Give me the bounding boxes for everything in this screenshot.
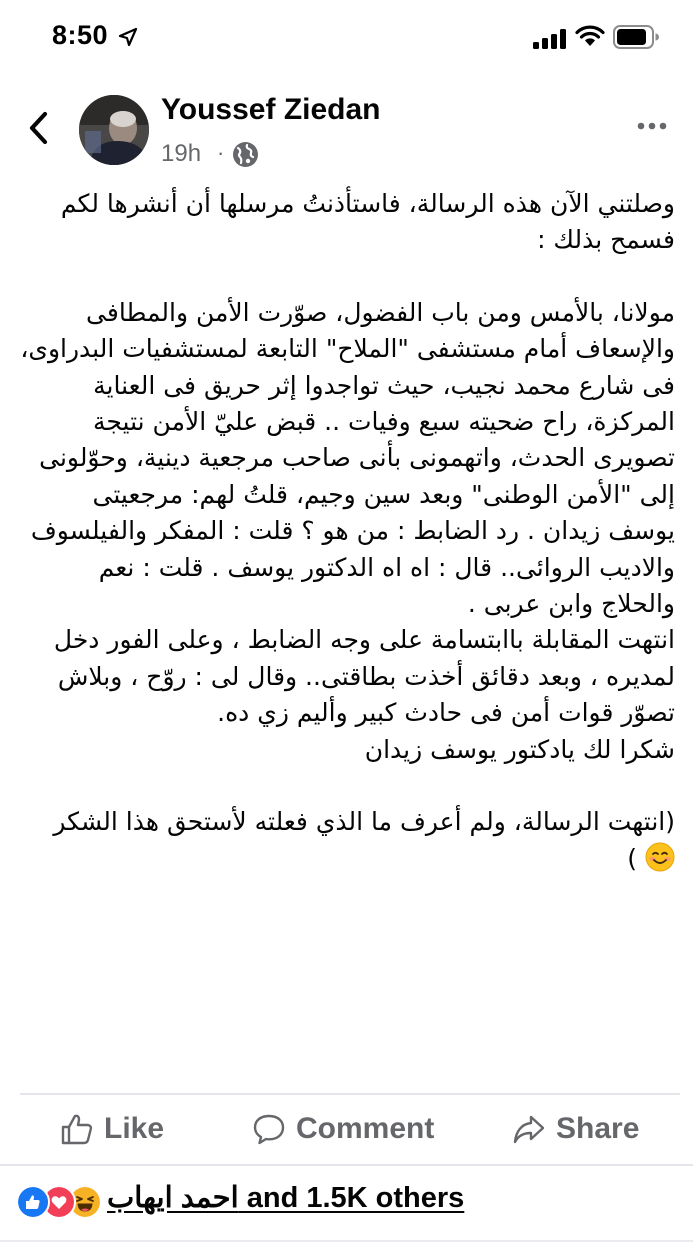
actions-divider-top xyxy=(20,1093,680,1095)
speech-bubble-icon xyxy=(252,1112,286,1146)
paragraph-gap xyxy=(20,259,675,295)
author-name[interactable]: Youssef Ziedan xyxy=(161,93,381,126)
avatar[interactable] xyxy=(79,95,149,165)
time-separator: · xyxy=(217,140,225,165)
like-button[interactable] xyxy=(60,1107,164,1151)
post-paragraph: مولانا، بالأمس ومن باب الفضول، صوّرت الأمن والمطافى والإسعاف أمام مستشفى "الملاح" التابعة لمستشفيات البدراوى، فى شارع محمد نجيب، حيث تواجدوا إثر حريق فى العناية المركزة، راح ضحيته سبع وفيات .. قبض عليّ الأمن نتيجة تصويرى الحدث، واتهمونى بأنى صاحب مرجعية دينية، وحوّلونى إلى "الأمن الوطنى" وبعد سين وجيم، قلتُ لهم: مرجعيتى يوسف زيدان . رد الضابط : من هو ؟ قلت : المفكر والفيلسوف والاديب الروائى.. قال : اه اه الدكتور يوسف . قلت : نعم والحلاج وابن عربى . xyxy=(20,297,675,619)
globe-icon xyxy=(232,141,259,168)
reactors-link[interactable]: احمد ايهاب and 1.5K others xyxy=(107,1182,465,1214)
post-paragraph: وصلتني الآن هذه الرسالة، فاستأذنتُ مرسلها أن أنشرها لكم فسمح بذلك : xyxy=(60,189,675,255)
comment-button[interactable] xyxy=(252,1107,434,1151)
share-arrow-icon xyxy=(512,1112,546,1146)
back-button[interactable] xyxy=(22,108,56,148)
smiling-face-emoji-icon xyxy=(645,842,675,872)
share-label: Share xyxy=(556,1112,640,1145)
post-text xyxy=(20,186,675,877)
post-time[interactable]: 19h xyxy=(161,140,202,167)
share-button[interactable] xyxy=(512,1107,639,1151)
author-photo xyxy=(79,95,149,165)
comment-label: Comment xyxy=(296,1112,435,1145)
location-arrow-icon xyxy=(118,27,138,47)
post-paragraph-last xyxy=(20,804,675,877)
post-paragraph: (انتهت الرسالة، ولم أعرف ما الذي فعلته لأستحق هذا الشكر xyxy=(53,807,675,837)
more-options-icon[interactable] xyxy=(636,118,668,134)
cellular-signal-icon xyxy=(533,29,567,49)
like-label: Like xyxy=(104,1112,165,1145)
like-reaction-icon xyxy=(16,1185,50,1219)
wifi-icon xyxy=(575,24,605,48)
bottom-divider xyxy=(0,1240,693,1242)
paragraph-gap xyxy=(20,768,675,804)
post-paragraph: شكرا لك يادكتور يوسف زيدان xyxy=(364,734,675,764)
actions-divider-bottom xyxy=(0,1164,693,1166)
post-paragraph: انتهت المقابلة باابتسامة على وجه الضابط ، وعلى الفور دخل لمديره ، وبعد دقائق أخذت بطاقتى.. وقال لى : روّح ، وبلاش تصوّر قوات أمن فى حادث كبير وأليم زي ده. xyxy=(53,625,675,728)
thumbs-up-icon xyxy=(60,1112,94,1146)
status-time: 8:50 xyxy=(52,20,109,50)
status-bar xyxy=(0,0,693,80)
post-paragraph-closing: ) xyxy=(627,843,638,873)
battery-icon xyxy=(613,25,659,49)
reaction-icons[interactable] xyxy=(16,1182,94,1222)
